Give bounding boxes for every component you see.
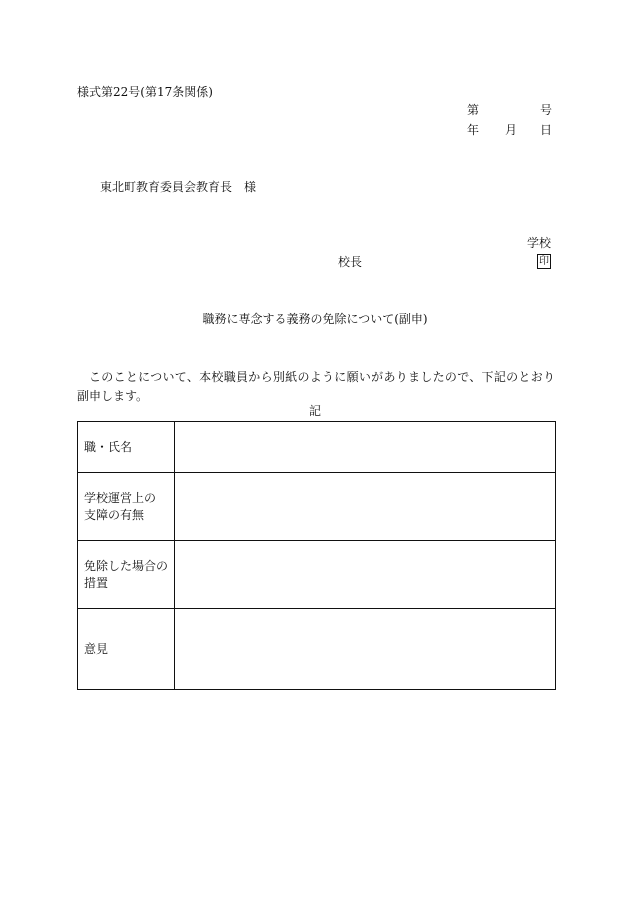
row-value-name[interactable] <box>175 422 556 473</box>
principal-label: 校長 <box>338 255 363 269</box>
table-row <box>78 541 556 609</box>
row-label-name: 職・氏名 <box>78 422 175 473</box>
table-row <box>78 609 556 690</box>
date-month-label: 月 <box>505 123 518 137</box>
row-value-impact[interactable] <box>175 473 556 541</box>
document-number-prefix: 第 <box>467 103 480 117</box>
document-number-suffix: 号 <box>540 103 553 117</box>
body-paragraph: このことについて、本校職員から別紙のように願いがありましたので、下記のとおり副申します。 <box>77 370 555 403</box>
ki-marker: 記 <box>308 404 321 418</box>
row-label-measures: 免除した場合の 措置 <box>78 541 175 609</box>
document-title: 職務に専念する義務の免除について(副申) <box>202 312 428 326</box>
addressee: 東北町教育委員会教育長 様 <box>100 180 257 194</box>
row-value-opinion[interactable] <box>175 609 556 690</box>
row-label-opinion: 意見 <box>78 609 175 690</box>
date-day-label: 日 <box>540 123 553 137</box>
table-row <box>78 422 556 473</box>
row-label-impact: 学校運営上の 支障の有無 <box>78 473 175 541</box>
date-year-label: 年 <box>467 123 480 137</box>
seal-stamp: 印 <box>537 254 551 269</box>
record-table <box>77 421 556 690</box>
table-row <box>78 473 556 541</box>
form-number: 様式第22号(第17条関係) <box>77 85 213 99</box>
row-value-measures[interactable] <box>175 541 556 609</box>
school-label: 学校 <box>527 236 552 250</box>
